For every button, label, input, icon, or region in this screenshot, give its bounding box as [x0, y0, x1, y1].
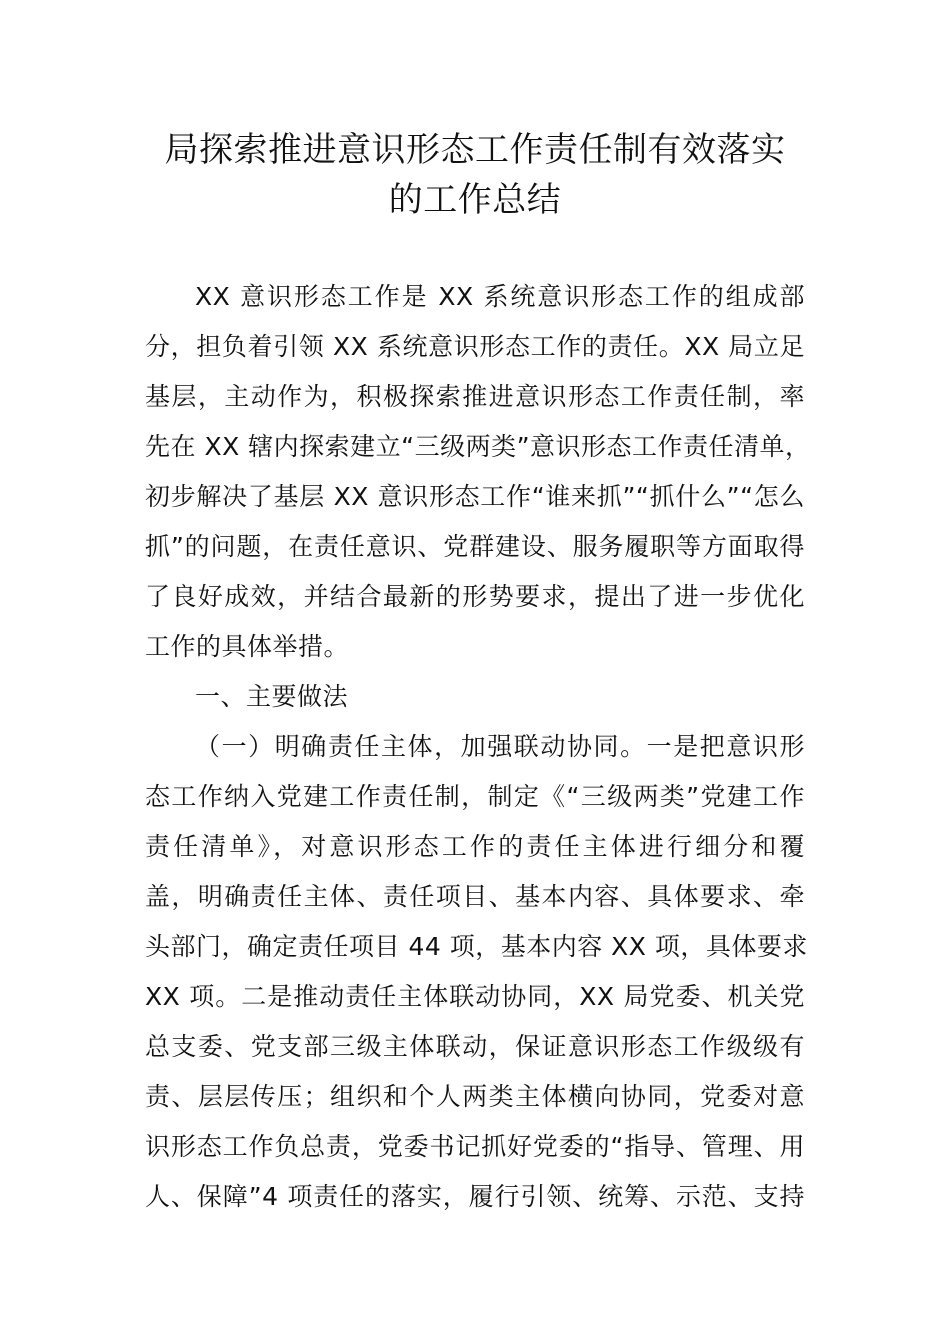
- section-heading-main-practices: 一、主要做法: [195, 682, 349, 711]
- body-line-2: 分，担负着引领 XX 系统意识形态工作的责任。XX 局立足: [145, 332, 805, 361]
- body-line-8: 工作的具体举措。: [145, 632, 350, 661]
- body-line-19: 人、保障”4 项责任的落实，履行引领、统筹、示范、支持: [145, 1182, 805, 1211]
- body-line-6: 抓”的问题，在责任意识、党群建设、服务履职等方面取得: [145, 532, 805, 561]
- document-title-line-2: 的工作总结: [388, 180, 562, 220]
- body-line-15: XX 项。二是推动责任主体联动协同，XX 局党委、机关党: [145, 982, 805, 1011]
- document-title-line-1: 局探索推进意识形态工作责任制有效落实: [164, 130, 786, 170]
- body-line-4: 先在 XX 辖内探索建立“三级两类”意识形态工作责任清单，: [145, 432, 811, 461]
- body-line-12: 责任清单》，对意识形态工作的责任主体进行细分和覆: [145, 832, 805, 861]
- body-line-18: 识形态工作负总责，党委书记抓好党委的“指导、管理、用: [145, 1132, 805, 1161]
- body-line-3: 基层，主动作为，积极探索推进意识形态工作责任制，率: [145, 382, 805, 411]
- body-line-14: 头部门，确定责任项目 44 项，基本内容 XX 项，具体要求: [145, 932, 808, 961]
- body-line-1: XX 意识形态工作是 XX 系统意识形态工作的组成部: [195, 282, 805, 311]
- body-line-17: 责、层层传压；组织和个人两类主体横向协同，党委对意: [145, 1082, 805, 1111]
- body-line-5: 初步解决了基层 XX 意识形态工作“谁来抓”“抓什么”“怎么: [145, 482, 805, 511]
- body-line-11: 态工作纳入党建工作责任制，制定《“三级两类”党建工作: [145, 782, 805, 811]
- body-line-16: 总支委、党支部三级主体联动，保证意识形态工作级级有: [145, 1032, 805, 1061]
- body-line-7: 了良好成效，并结合最新的形势要求，提出了进一步优化: [145, 582, 805, 611]
- body-line-13: 盖，明确责任主体、责任项目、基本内容、具体要求、牵: [145, 882, 805, 911]
- body-line-10: （一）明确责任主体，加强联动协同。一是把意识形: [195, 732, 805, 761]
